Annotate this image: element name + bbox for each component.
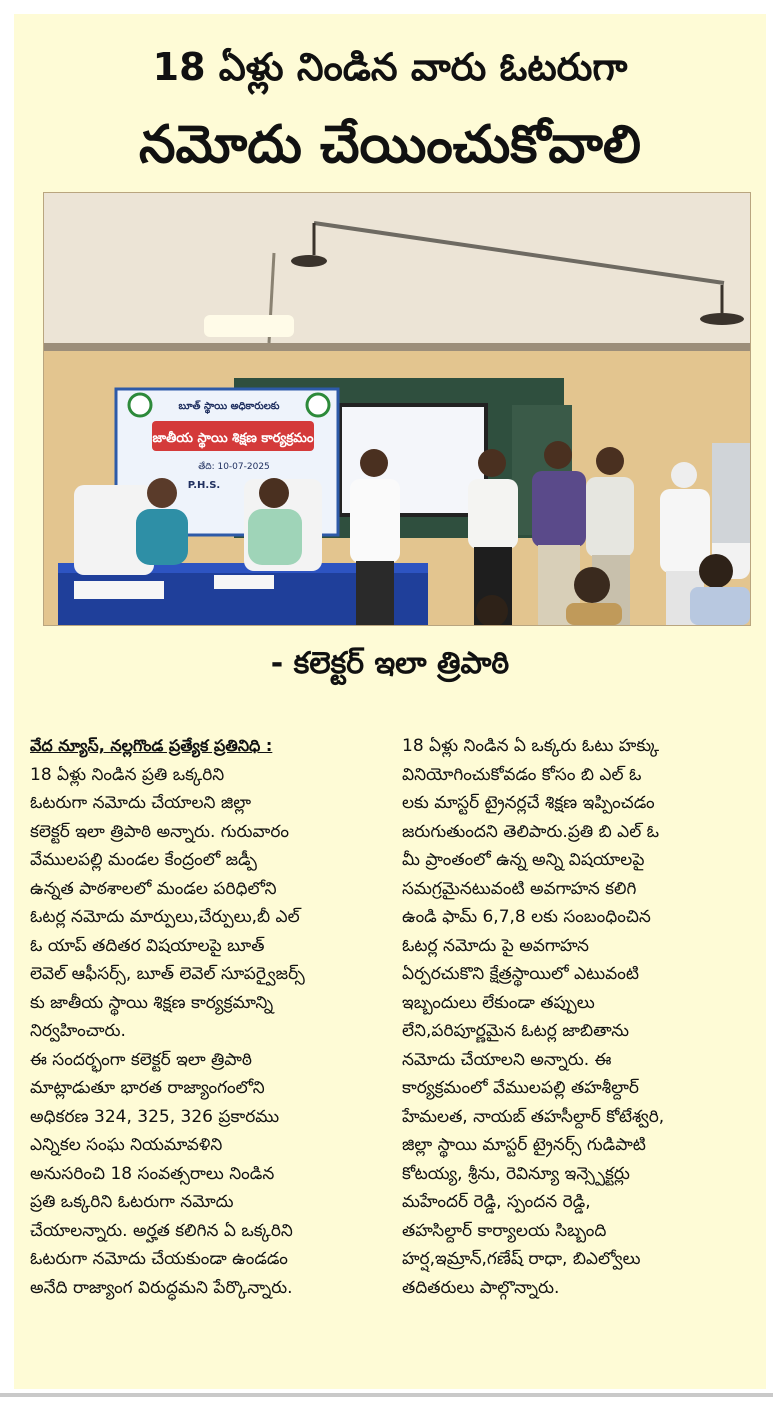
article-text-line: లెవెల్ ఆఫీసర్స్, బూత్ లెవెల్ సూపర్వైజర్స్ <box>30 964 305 984</box>
article-text-line: కలెక్టర్ ఇలా త్రిపాఠి అన్నారు. గురువారం <box>30 821 290 842</box>
article-text-line: మీ ప్రాంతంలో ఉన్న అన్ని విషయాలపై <box>402 850 645 870</box>
article-text-line: అనేది రాజ్యాంగ విరుద్ధమని పేర్కొన్నారు. <box>30 1277 293 1298</box>
article-text-line: హేమలత, నాయబ్ తహసీల్దార్ కోటేశ్వరి, <box>402 1106 665 1127</box>
banner-date: తేది: 10-07-2025 <box>198 462 270 472</box>
article-text-line: సమగ్రమైనటువంటి అవగాహన కలిగి <box>402 878 637 899</box>
article-text-line: లకు మాస్టర్ ట్రైనర్లచే శిక్షణ ఇప్పించడం <box>402 793 655 813</box>
article-text-line: ఈ సందర్భంగా కలెక్టర్ ఇలా త్రిపాఠి <box>30 1049 252 1070</box>
article-text-line: ఓటరుగా నమోదు చేయాలని జిల్లా <box>30 793 252 813</box>
headline-line-2: నమోదు చేయించుకోవాలి <box>138 115 642 175</box>
article-text-line: తహసిల్దార్ కార్యాలయ సిబ్బంది <box>402 1220 607 1241</box>
article-text-line: జరుగుతుందని తెలిపారు.ప్రతి బి ఎల్ ఓ <box>402 821 660 842</box>
article-text-line: వినియోగించుకోవడం కోసం బి ఎల్ ఓ <box>402 764 642 785</box>
article-text-line: హర్ష,ఇమ్రాన్,గణేష్ రాధా, బిఎల్వోలు <box>402 1249 641 1269</box>
article-text-line: నిర్వహించారు. <box>30 1021 126 1041</box>
article-text-line: చేయాలన్నారు. అర్హత కలిగిన ఏ ఒక్కరిని <box>30 1220 293 1241</box>
headline-line-1: 18 ఏళ్లు నిండిన వారు ఓటరుగా <box>152 45 628 89</box>
bottom-divider <box>0 1393 773 1397</box>
article-text-line: అధికరణ 324, 325, 326 ప్రకారము <box>30 1106 280 1127</box>
byline: వేద న్యూస్, నల్లగొండ ప్రత్యేక ప్రతినిధి : <box>30 736 273 755</box>
article-text-line: కార్యక్రమంలో వేములపల్లి తహశీల్దార్ <box>402 1078 639 1098</box>
article-text-line: ఏర్పరచుకొని క్షేత్రస్థాయిలో ఎటువంటి <box>402 964 639 984</box>
article-text-line: 18 ఏళ్లు నిండిన ఏ ఒక్కరు ఓటు హక్కు <box>402 736 660 756</box>
article-text-line: లేని,పరిపూర్ణమైన ఓటర్ల జాబితాను <box>402 1021 630 1041</box>
article-column-right <box>402 732 752 1302</box>
article-text-line: మహేందర్ రెడ్డి, స్పందన రెడ్డి, <box>402 1192 591 1212</box>
event-photo <box>43 192 751 626</box>
article-text-line: ఓటరుగా నమోదు చేయకుండా ఉండడం <box>30 1249 288 1269</box>
article-text-line: ఉండి ఫామ్ 6,7,8 లకు సంబంధించిన <box>402 907 651 927</box>
article-text-line: ఓటర్ల నమోదు మార్పులు,చేర్పులు,బీ ఎల్ <box>30 907 300 927</box>
article-text-line: తదితరులు పాల్గొన్నారు. <box>402 1277 560 1298</box>
article-text-line: కు జాతీయ స్థాయి శిక్షణ కార్యక్రమాన్ని <box>30 992 274 1013</box>
banner-line-1: బూత్ స్థాయి అధికారులకు <box>178 401 280 412</box>
article-text-line: ఎన్నికల సంఘ నియమావళిని <box>30 1135 223 1155</box>
article-text-line: అనుసరించి 18 సంవత్సరాలు నిండిన <box>30 1163 275 1184</box>
banner-line-2: జాతీయ స్థాయి శిక్షణ కార్యక్రమం <box>152 431 314 446</box>
newspaper-clipping <box>14 14 766 1389</box>
article-text-line: వేములపల్లి మండల కేంద్రంలో జడ్పీ <box>30 850 257 870</box>
subheadline: - కలెక్టర్ ఇలా త్రిపాఠి <box>270 646 510 681</box>
article-text-line: 18 ఏళ్లు నిండిన ప్రతి ఒక్కరిని <box>30 764 225 785</box>
article-text-line: నమోదు చేయాలని అన్నారు. ఈ <box>402 1049 612 1070</box>
article-text-line: ఉన్నత పాఠశాలలో మండల పరిధిలోని <box>30 878 277 899</box>
article-text-line: ఇబ్బందులు లేకుండా తప్పులు <box>402 992 595 1013</box>
article-column-left <box>30 732 380 1302</box>
article-text-line: ఓటర్ల నమోదు పై అవగాహన <box>402 935 589 956</box>
article-text-line: ప్రతి ఒక్కరిని ఓటరుగా నమోదు <box>30 1192 234 1212</box>
article-text-line: కోటయ్య, శ్రీను, రెవిన్యూ ఇన్స్పెక్టర్లు <box>402 1163 630 1184</box>
article-text-line: జిల్లా స్థాయి మాస్టర్ ట్రైనర్స్ గుడిపాటి <box>402 1135 646 1155</box>
article-text-line: ఓ యాప్ తదితర విషయాలపై బూత్ <box>30 935 265 956</box>
banner-venue: P.H.S. <box>187 480 221 491</box>
article-text-line: మాట్లాడుతూ భారత రాజ్యాంగంలోని <box>30 1078 265 1098</box>
